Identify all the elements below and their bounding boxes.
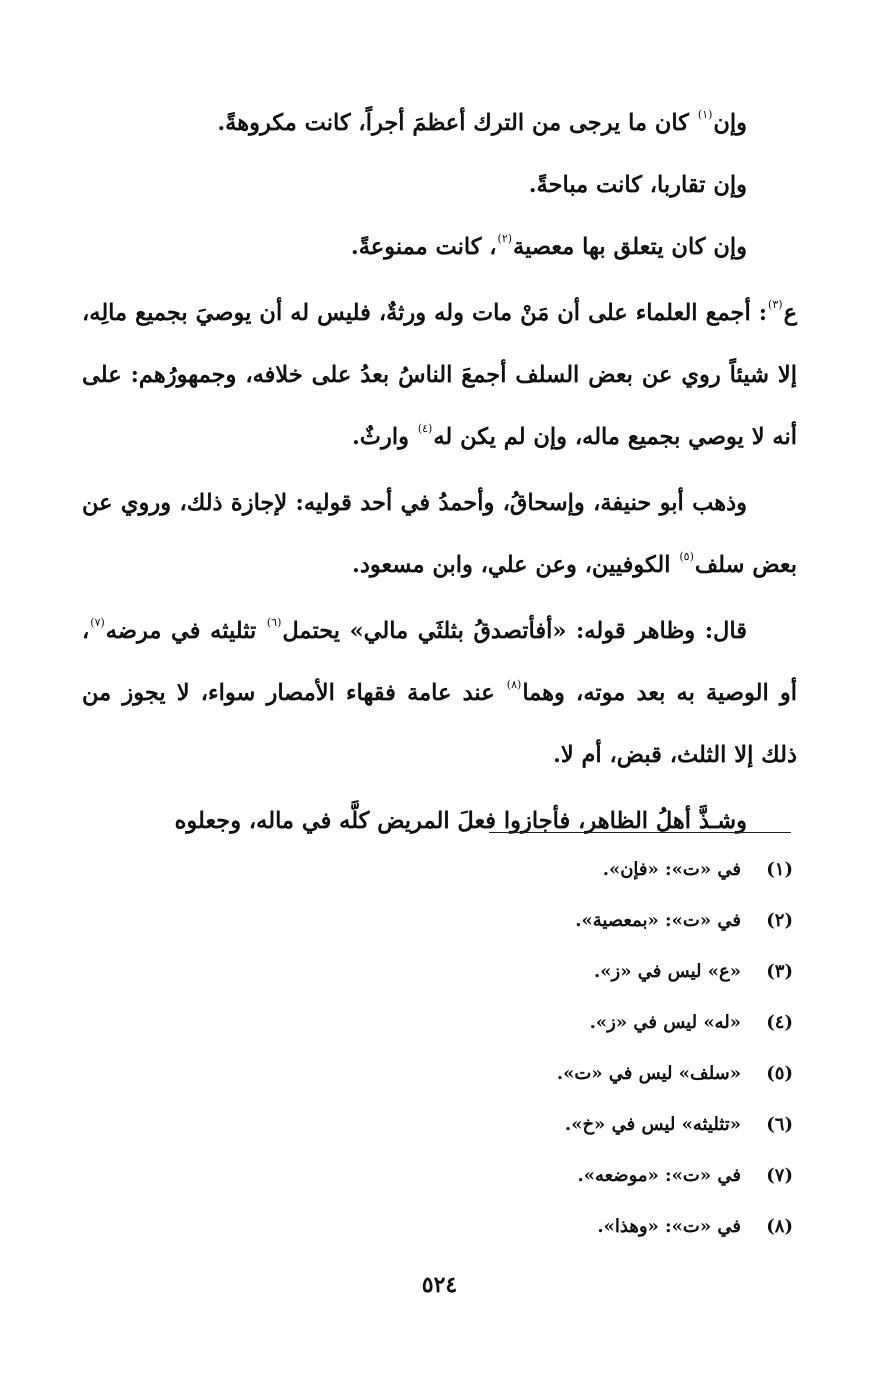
- text-run: وارثٌ.: [351, 424, 417, 450]
- footnote-text: «ع» ليس في «ز».: [594, 961, 741, 982]
- text-run: قال: وظاهر قوله: «أفأتصدقُ بثلثَي مالي» يحتمل: [282, 618, 747, 644]
- paragraph: [82, 282, 797, 468]
- text-run: الكوفيين، وعن علي، وابن مسعود.: [352, 552, 679, 578]
- paragraph: [82, 216, 797, 278]
- footnote-text: في «ت»: «وهذا».: [597, 1216, 741, 1237]
- paragraph: [82, 790, 797, 852]
- footnote-number: (٨): [766, 1216, 793, 1237]
- footnote-number: (٣): [766, 961, 793, 982]
- text-run: وذهب أبو حنيفة، وإسحاقُ، وأحمدُ في أحد قوليه: لإجازة ذلك، وروي عن بعض سلف: [82, 490, 797, 578]
- footnote: [82, 895, 793, 946]
- text-run: ع: [783, 300, 797, 326]
- paragraph: [82, 600, 797, 786]
- footnote: [82, 1201, 793, 1252]
- text-run: عند عامة فقهاء الأمصار سواء، لا يجوز من ذلك إلا الثلث، قبض، أم لا.: [82, 680, 797, 768]
- footnote: [82, 1099, 793, 1150]
- footnote-ref[interactable]: (٢): [497, 232, 513, 245]
- footnote-text: في «ت»: «فإن».: [602, 859, 741, 880]
- footnotes-section: [82, 844, 793, 1252]
- footnote: [82, 1048, 793, 1099]
- text-run: كان ما يرجى من الترك أعظمَ أجراً، كانت مكروهةً.: [217, 110, 697, 136]
- text-run: وإن: [713, 110, 747, 136]
- footnote-text: «تثليثه» ليس في «خ».: [564, 1114, 741, 1135]
- footnote-ref[interactable]: (٧): [90, 616, 105, 629]
- text-run: : أجمع العلماء على أن مَنْ مات وله ورثةٌ، فليس له أن يوصيَ بجميع مالِه، إلا شيئاً روي عن بعض السلف أجمعَ الناسُ بعدُ على خلافه، وجمهورُهم: على أنه لا يوصي بجميع ماله، وإن لم يكن له: [82, 300, 797, 450]
- footnote-text: في «ت»: «موضعه».: [577, 1165, 741, 1186]
- footnote: [82, 946, 793, 997]
- footnote: [82, 997, 793, 1048]
- main-text: [82, 92, 797, 852]
- footnote-number: (٢): [766, 910, 793, 931]
- footnote-divider: [489, 832, 791, 833]
- footnote-number: (٦): [766, 1114, 793, 1135]
- footnote-number: (١): [766, 859, 793, 880]
- paragraph: [82, 154, 797, 216]
- text-run: وشـذَّ أهلُ الظاهر، فأجازوا فعلَ المريض كلَّه في ماله، وجعلوه: [174, 808, 747, 834]
- footnote-ref[interactable]: (٨): [506, 678, 522, 691]
- footnote-text: «له» ليس في «ز».: [589, 1012, 741, 1033]
- text-run: وإن تقاربا، كانت مباحةً.: [528, 172, 747, 198]
- text-run: ، كانت ممنوعةً.: [350, 234, 497, 260]
- footnote-text: «سلف» ليس في «ت».: [556, 1063, 741, 1084]
- footnote-text: في «ت»: «بمعصية».: [575, 910, 741, 931]
- page: [82, 92, 797, 1393]
- text-run: تثليثه في مرضه: [105, 618, 266, 644]
- footnote-ref[interactable]: (٦): [266, 616, 282, 629]
- footnote-number: (٥): [766, 1063, 793, 1084]
- page-number: ٥٢٤: [421, 1272, 458, 1298]
- footnote-ref[interactable]: (١): [697, 108, 713, 121]
- footnote-number: (٤): [766, 1012, 793, 1033]
- paragraph: [82, 92, 797, 154]
- footnote-ref[interactable]: (٣): [768, 298, 783, 311]
- footnote: [82, 844, 793, 895]
- footnote-ref[interactable]: (٥): [679, 550, 694, 563]
- text-run: وإن كان يتعلق بها معصية: [513, 234, 747, 260]
- footnote-number: (٧): [766, 1165, 793, 1186]
- footnote: [82, 1150, 793, 1201]
- paragraph: [82, 472, 797, 596]
- footnote-ref[interactable]: (٤): [417, 422, 433, 435]
- text-run: ، أو الوصية به بعد موته، وهما: [82, 618, 797, 706]
